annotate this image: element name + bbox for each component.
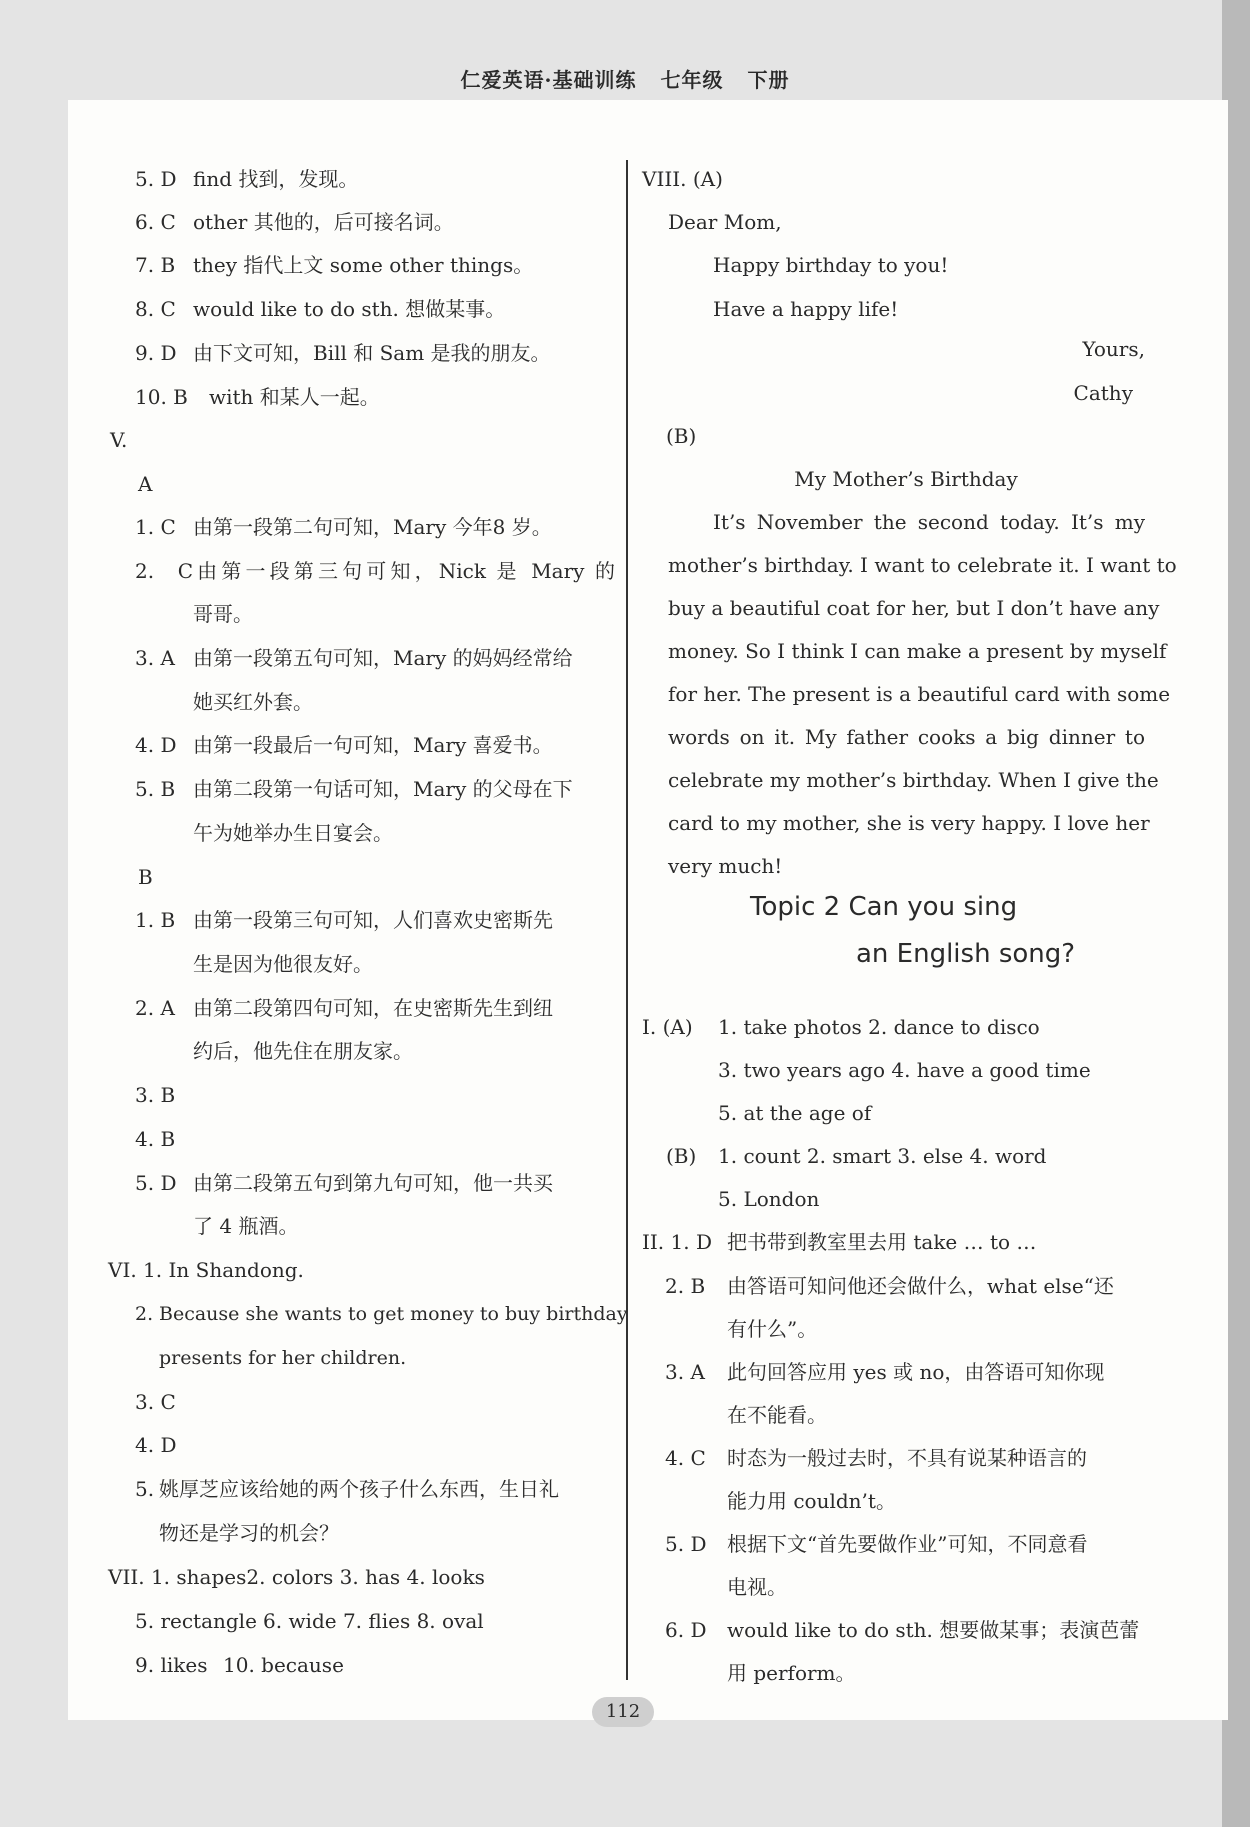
answer-line: 5. at the age of (718, 1101, 872, 1125)
grade-label: 七年级 (660, 68, 724, 92)
answer-line: 1. C 由第一段第二句可知，Mary 今年8 岁。 (135, 515, 552, 539)
answer-line: 6. C other 其他的，后可接名词。 (135, 210, 454, 234)
answer-line: 4. B (135, 1127, 176, 1151)
answer-line: 5. D 根据下文“首先要做作业”可知，不同意看 (665, 1532, 1088, 1556)
topic-title-line1: Topic 2 Can you sing (750, 892, 1018, 922)
answer-continuation: 约后，他先住在朋友家。 (193, 1039, 413, 1063)
answer-line: 5. 姚厚芝应该给她的两个孩子什么东西，生日礼 (135, 1477, 559, 1501)
answer-line: 3. A 此句回答应用 yes 或 no，由答语可知你现 (665, 1360, 1105, 1384)
answer-line: (B) 1. count 2. smart 3. else 4. word (666, 1144, 1047, 1168)
section-line: VII. 1. shapes2. colors 3. has 4. looks (108, 1565, 485, 1589)
column-divider (626, 160, 628, 1680)
answer-line: 2. A 由第二段第四句可知，在史密斯先生到纽 (135, 996, 553, 1020)
answer-continuation: 生是因为他很友好。 (193, 952, 373, 976)
volume-label: 下册 (747, 68, 790, 92)
answer-line: 3. A 由第一段第五句可知，Mary 的妈妈经常给 (135, 646, 573, 670)
answer-line: 4. C 时态为一般过去时，不具有说某种语言的 (665, 1446, 1087, 1470)
answer-line: 4. D (135, 1433, 177, 1457)
answer-line: 5. B 由第二段第一句话可知，Mary 的父母在下 (135, 777, 573, 801)
essay-line: buy a beautiful coat for her, but I don’t have any (668, 596, 1160, 620)
essay-line: words on it. My father cooks a big dinner to (668, 725, 1145, 749)
answer-line: 3. two years ago 4. have a good time (718, 1058, 1091, 1082)
answer-line: 4. D 由第一段最后一句可知，Mary 喜爱书。 (135, 733, 553, 757)
answer-continuation: 她买红外套。 (193, 690, 313, 714)
section-line: VI. 1. In Shandong. (108, 1258, 304, 1282)
answer-continuation: presents for her children. (159, 1347, 407, 1369)
essay-line: card to my mother, she is very happy. I love her (668, 811, 1150, 835)
answer-continuation: 哥哥。 (193, 602, 253, 626)
book-title: 仁爱英语·基础训练 (460, 68, 637, 92)
answer-line: 2. Because she wants to get money to buy birthday (135, 1303, 628, 1325)
answer-line: 7. B they 指代上文 some other things。 (135, 253, 534, 277)
answer-line: 5. rectangle 6. wide 7. flies 8. oval (135, 1609, 484, 1633)
section-label: V. (110, 428, 128, 452)
essay-line: money. So I think I can make a present by myself (668, 639, 1167, 663)
essay-line: mother’s birthday. I want to celebrate it. I want to (668, 553, 1177, 577)
answer-line: II. 1. D 把书带到教室里去用 take … to … (642, 1230, 1037, 1254)
essay-line: for her. The present is a beautiful card with some (668, 682, 1171, 706)
answer-continuation: 有什么”。 (727, 1317, 818, 1341)
answer-line: 9. D 由下文可知，Bill 和 Sam 是我的朋友。 (135, 341, 551, 365)
page-header (0, 64, 1250, 93)
subsection-label: B (138, 865, 153, 889)
answer-line: 3. B (135, 1083, 176, 1107)
letter-signature: Cathy (1073, 381, 1133, 405)
answer-continuation: 午为她举办生日宴会。 (193, 821, 393, 845)
essay-line: very much! (668, 854, 783, 878)
answer-continuation: 了 4 瓶酒。 (193, 1214, 299, 1238)
letter-closing: Yours, (1082, 337, 1145, 361)
answer-line: 6. D would like to do sth. 想要做某事；表演芭蕾 (665, 1618, 1140, 1642)
page-number: 112 (592, 1697, 654, 1727)
answer-line: 2. C由第一段第三句可知，Nick 是 Mary 的 (135, 559, 615, 583)
letter-line: Happy birthday to you! (713, 253, 949, 277)
topic-title-line2: an English song? (856, 939, 1076, 969)
section-label: VIII. (A) (642, 167, 723, 191)
essay-line: It’s November the second today. It’s my (713, 510, 1145, 534)
answer-continuation: 电视。 (727, 1575, 787, 1599)
answer-continuation: 用 perform。 (727, 1661, 856, 1685)
subsection-label: (B) (666, 424, 697, 448)
answer-line: 8. C would like to do sth. 想做某事。 (135, 297, 506, 321)
answer-line: 10. B with 和某人一起。 (135, 385, 380, 409)
answer-line: 3. C (135, 1390, 176, 1414)
answer-line: 9. likes 10. because (135, 1653, 344, 1677)
subsection-label: A (138, 472, 153, 496)
answer-line: 5. D 由第二段第五句到第九句可知，他一共买 (135, 1171, 553, 1195)
answer-line: I. (A) 1. take photos 2. dance to disco (642, 1015, 1040, 1039)
answer-continuation: 能力用 couldn’t。 (727, 1489, 896, 1513)
answer-line: 2. B 由答语可知问他还会做什么，what else“还 (665, 1274, 1114, 1298)
answer-line: 1. B 由第一段第三句可知，人们喜欢史密斯先 (135, 908, 553, 932)
essay-line: celebrate my mother’s birthday. When I give the (668, 768, 1159, 792)
letter-line: Have a happy life! (713, 297, 899, 321)
letter-greeting: Dear Mom, (668, 210, 782, 234)
answer-continuation: 在不能看。 (727, 1403, 827, 1427)
answer-line: 5. London (718, 1187, 820, 1211)
answer-line: 5. D find 找到，发现。 (135, 167, 359, 191)
answer-continuation: 物还是学习的机会？ (159, 1521, 339, 1545)
essay-title: My Mother’s Birthday (794, 467, 1018, 491)
